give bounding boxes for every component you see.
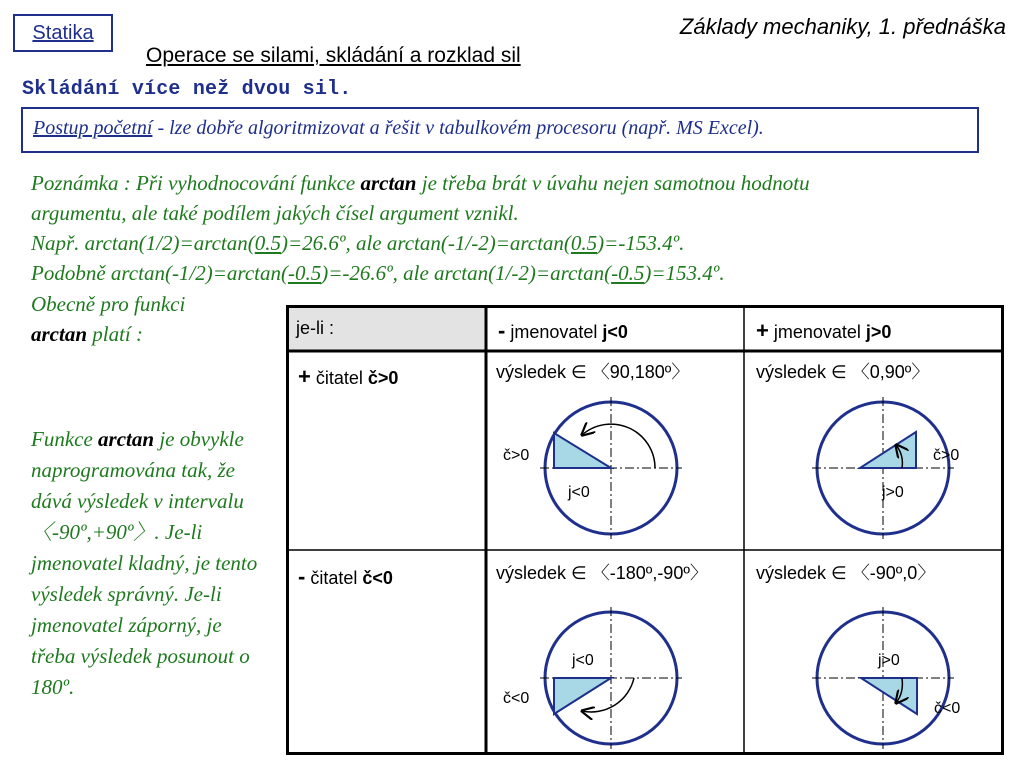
header-cond: j>0 <box>865 322 892 342</box>
diagram-quadrant-4 <box>812 607 960 749</box>
function-note <box>31 424 271 703</box>
result-r2c2: výsledek ∈ 〈-90º,0〉 <box>756 563 936 583</box>
note-value: -0.5 <box>611 261 645 285</box>
label-numerator: č<0 <box>934 700 961 717</box>
angle-triangle <box>554 433 611 468</box>
diagram-quadrant-2 <box>503 397 682 539</box>
lecture-title: Operace se silami, skládání a rozklad sil <box>146 44 521 67</box>
header-text: čitatel <box>305 568 363 588</box>
label-denominator: j>0 <box>878 652 900 669</box>
header-text: jmenovatel <box>505 322 603 342</box>
note-text: Podobně arctan(-1/2)=arctan( <box>31 261 288 285</box>
sign: - <box>498 318 506 343</box>
header-c-positive <box>298 364 398 389</box>
general-rule <box>31 289 185 349</box>
method-text: - lze dobře algoritmizovat a řešit v tabulkovém procesoru (např. MS Excel). <box>152 117 764 139</box>
note-text: )=26.6º, ale arctan(-1/-2)=arctan( <box>281 231 571 255</box>
angle-triangle <box>861 678 917 714</box>
sign: + <box>298 364 311 389</box>
note-text: Poznámka : Při vyhodnocování funkce <box>31 171 361 195</box>
label-numerator: č>0 <box>503 447 530 464</box>
func-text: Funkce <box>31 427 99 451</box>
note-text: )=-26.6º, ale arctan(1/-2)=arctan( <box>321 261 612 285</box>
label-denominator: j<0 <box>568 484 590 501</box>
func-text: je obvykle naprogramována tak, že dává výsledek v intervalu 〈-90º,+90º〉. Je-li jmenovatel kladný, je tento výsledek správný. Je-li jmenovatel záporný, je třeba výsledek posunout o 180º. <box>31 427 258 699</box>
header-text: čitatel <box>310 368 368 388</box>
note-value: 0.5 <box>570 231 598 255</box>
section-tag[interactable]: Statika <box>13 14 113 52</box>
note-text: )=153.4º. <box>644 261 725 285</box>
corner-header: je-li : <box>296 318 335 338</box>
header-cond: č<0 <box>362 568 393 588</box>
general-text: Obecně pro funkci <box>31 292 186 316</box>
general-arctan: arctan <box>31 322 88 346</box>
header-j-negative <box>498 318 628 343</box>
header-cond: č>0 <box>367 368 399 388</box>
note-value: -0.5 <box>287 261 322 285</box>
result-r1c1: výsledek ∈ 〈90,180º〉 <box>496 362 690 382</box>
method-box <box>21 107 979 153</box>
general-text: platí : <box>87 322 144 346</box>
quadrant-table <box>286 305 1004 755</box>
note-text: )=-153.4º. <box>597 231 685 255</box>
diagram-quadrant-1 <box>812 397 959 539</box>
label-numerator: č<0 <box>503 690 530 707</box>
sign: + <box>756 318 769 343</box>
note-text: Např. arctan(1/2)=arctan( <box>31 231 255 255</box>
method-term: Postup početní <box>33 117 153 139</box>
result-r1c2: výsledek ∈ 〈0,90º〉 <box>756 362 930 382</box>
header-j-positive <box>756 318 891 343</box>
header-c-negative <box>298 564 393 589</box>
note-arctan: arctan <box>360 171 417 195</box>
label-denominator: j>0 <box>882 484 904 501</box>
course-title: Základy mechaniky, 1. přednáška <box>679 14 1006 39</box>
note-text: je třeba brát v úvahu nejen samotnou hodnotu <box>416 171 810 195</box>
header-text: jmenovatel <box>768 322 866 342</box>
label-numerator: č>0 <box>933 447 960 464</box>
header-cond: j<0 <box>602 322 628 342</box>
slide-heading: Skládání více než dvou sil. <box>22 78 352 101</box>
note-text: argumentu, ale také podílem jakých čísel argument vznikl. <box>31 201 519 225</box>
angle-triangle <box>554 678 611 714</box>
result-r2c1: výsledek ∈ 〈-180º,-90º〉 <box>496 563 708 583</box>
func-arctan: arctan <box>98 427 155 451</box>
note-value: 0.5 <box>254 231 282 255</box>
note-paragraph <box>31 168 1021 288</box>
label-denominator: j<0 <box>572 652 594 669</box>
angle-triangle <box>860 432 916 468</box>
diagram-quadrant-3 <box>503 607 682 749</box>
sign: - <box>298 564 306 589</box>
